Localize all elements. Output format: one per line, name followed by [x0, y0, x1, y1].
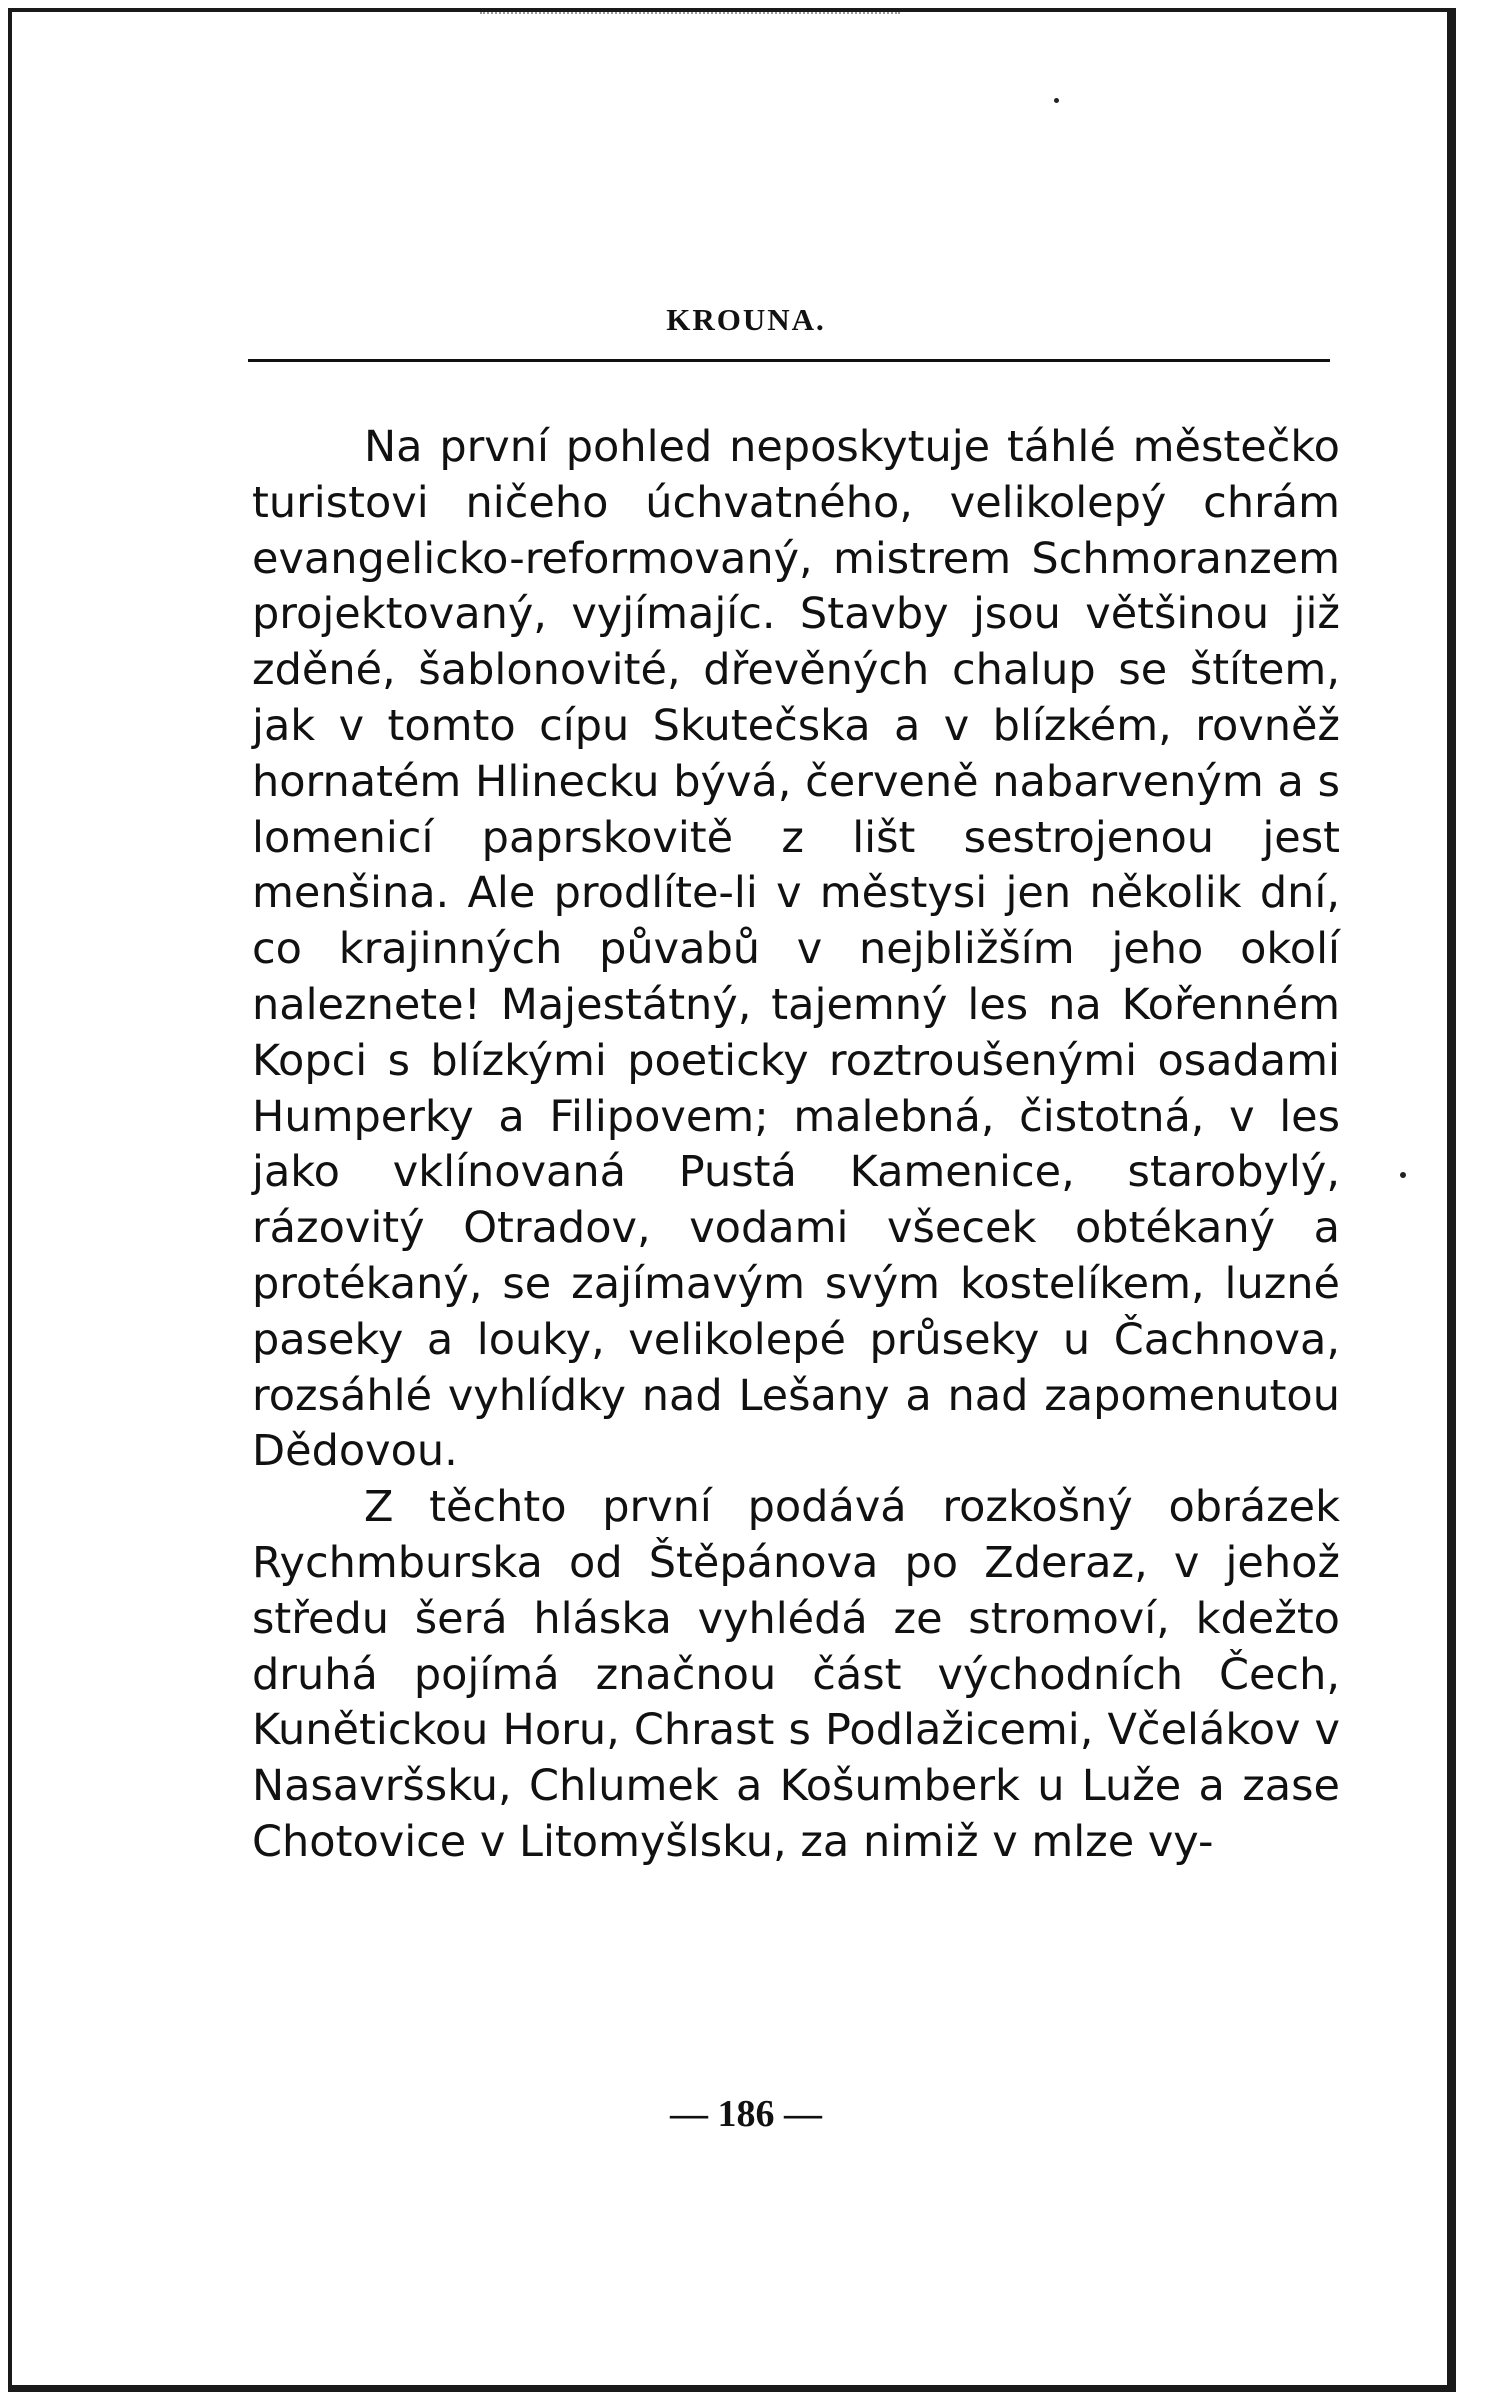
scan-artifact [480, 12, 900, 20]
scan-speck [1054, 98, 1059, 103]
paragraph: Z těchto první podává rozkošný obrázek Rychmburska od Štěpánova po Zderaz, v jehož středu šerá hláska vyhlédá ze stromoví, kdežto druhá pojímá značnou část východních Čech, Kunětickou Horu, Chrast s Podlažicemi, Včelákov v Nasavršsku, Chlumek a Košumberk u Luže a zase Chotovice v Litomyšlsku, za nimiž v mlze vy- [252, 1482, 1340, 1867]
scan-speck [1400, 1172, 1406, 1178]
paragraph: Na první pohled neposkytuje táhlé městečko turistovi ničeho úchvatného, velikolepý chrám evangelicko-reformovaný, mistrem Schmoranzem projektovaný, vyjímajíc. Stavby jsou většinou již zděné, šablonovité, dřevěných chalup se štítem, jak v tomto cípu Skutečska a v blízkém, rovněž hornatém Hlinecku bývá, červeně nabarveným a s lomenicí paprskovitě z lišt sestrojenou jest menšina. Ale prodlíte-li v městysi jen několik dní, co krajinných půvabů v nejbližším jeho okolí naleznete! Majestátný, tajemný les na Kořenném Kopci s blízkými poeticky roztroušenými osadami Humperky a Filipovem; malebná, čistotná, v les jako vklínovaná Pustá Kamenice, starobylý, rázovitý Otradov, vodami všecek obtékaný a protékaný, se zajímavým svým kostelíkem, luzné paseky a louky, velikolepé průseky u Čachnova, rozsáhlé vyhlídky nad Lešany a nad zapomenutou Dědovou. [252, 422, 1340, 1477]
page-number: — 186 — [670, 2093, 822, 2135]
running-head: KROUNA. [666, 302, 826, 337]
header-rule [248, 359, 1330, 362]
body-text [252, 420, 1340, 1871]
